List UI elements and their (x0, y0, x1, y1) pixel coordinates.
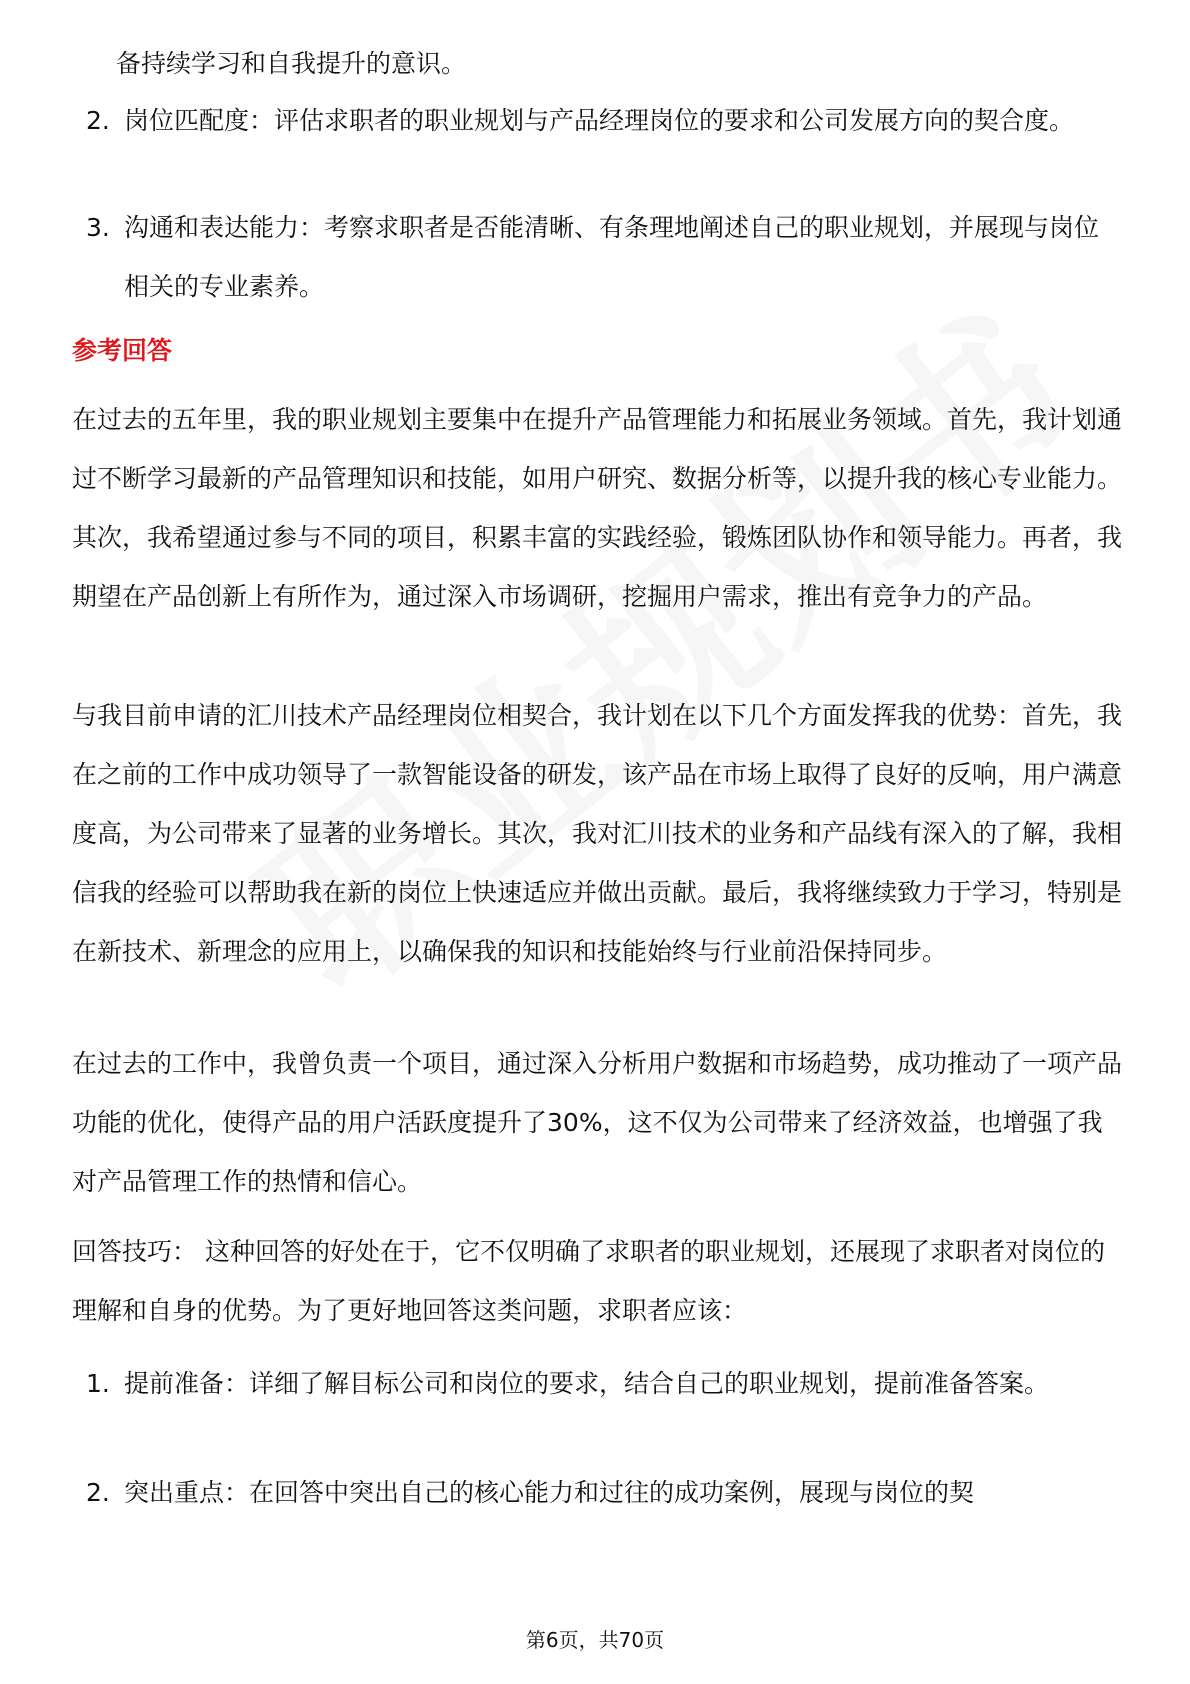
criteria-item-text: 岗位匹配度：评估求职者的职业规划与产品经理岗位的要求和公司发展方向的契合度。 (124, 106, 1075, 135)
paragraph-3: 在过去的工作中，我曾负责一个项目，通过深入分析用户数据和市场趋势，成功推动了一项产品功能的优化，使得产品的用户活跃度提升了30%，这不仅为公司带来了经济效益，也增强了我对产品管理工作的热情和信心。 (72, 1049, 1123, 1196)
paragraph-1: 在过去的五年里，我的职业规划主要集中在提升产品管理能力和拓展业务领域。首先，我计划通过不断学习最新的产品管理知识和技能，如用户研究、数据分析等，以提升我的核心专业能力。其次，我希望通过参与不同的项目，积累丰富的实践经验，锻炼团队协作和领导能力。再者，我期望在产品创新上有所作为，通过深入市场调研，挖掘用户需求，推出有竞争力的产品。 (72, 405, 1123, 611)
tip-item-text: 突出重点：在回答中突出自己的核心能力和过往的成功案例，展现与岗位的契 (124, 1478, 975, 1507)
answer-tips-paragraph: 回答技巧： 这种回答的好处在于，它不仅明确了求职者的职业规划，还展现了求职者对岗位的理解和自身的优势。为了更好地回答这类问题，求职者应该： (72, 1237, 1105, 1325)
answer-heading: 参考回答 (72, 336, 173, 365)
intro-continuation: 备持续学习和自我提升的意识。 (116, 49, 467, 78)
paragraph-2: 与我目前申请的汇川技术产品经理岗位相契合，我计划在以下几个方面发挥我的优势：首先，我在之前的工作中成功领导了一款智能设备的研发，该产品在市场上取得了良好的反响，用户满意度高，为公司带来了显著的业务增长。其次，我对汇川技术的业务和产品线有深入的了解，我相信我的经验可以帮助我在新的岗位上快速适应并做出贡献。最后，我将继续致力于学习，特别是在新技术、新理念的应用上，以确保我的知识和技能始终与行业前沿保持同步。 (72, 701, 1123, 966)
tip-item-text: 提前准备：详细了解目标公司和岗位的要求，结合自己的职业规划，提前准备答案。 (124, 1369, 1050, 1398)
criteria-item-number: 2. (86, 106, 110, 135)
page-footer: 第6页，共70页 (525, 1628, 665, 1652)
tip-item-2 (72, 1463, 1122, 1522)
criteria-item-3 (72, 198, 1122, 316)
criteria-item-number: 3. (86, 213, 110, 242)
criteria-item-text: 沟通和表达能力：考察求职者是否能清晰、有条理地阐述自己的职业规划，并展现与岗位相关的专业素养。 (124, 213, 1100, 301)
criteria-item-2 (72, 91, 1122, 150)
tip-item-number: 2. (86, 1478, 110, 1507)
tip-item-number: 1. (86, 1369, 110, 1398)
tip-item-1 (72, 1354, 1122, 1413)
